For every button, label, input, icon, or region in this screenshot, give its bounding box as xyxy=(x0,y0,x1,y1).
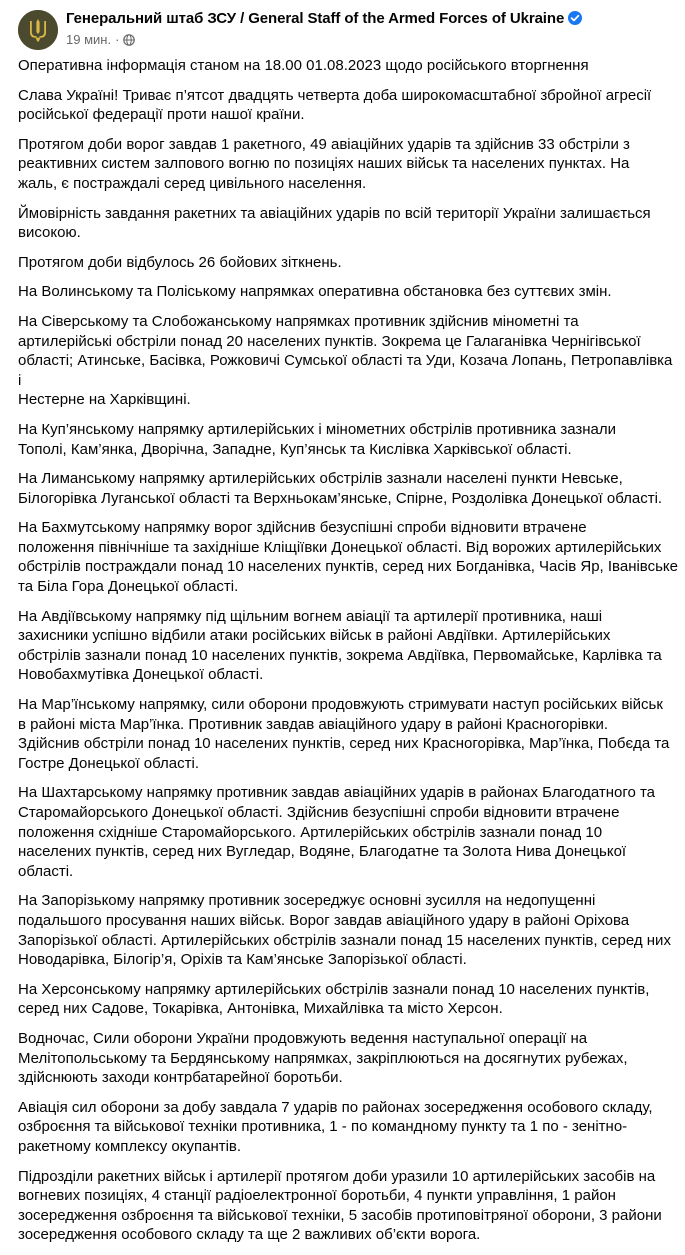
paragraph-line: Мелітопольському та Бердянському напрямках, закріплюються на досягнутих рубежах, xyxy=(18,1049,628,1067)
post-header xyxy=(18,8,678,48)
paragraph-line: здійснюють заходи контрбатарейної боротьби. xyxy=(18,1069,343,1087)
post-paragraph xyxy=(18,253,678,273)
paragraph-line: Гостре Донецької області. xyxy=(18,754,200,772)
paragraph-line: серед них Садове, Токарівка, Антонівка, Михайлівка та місто Херсон. xyxy=(18,1000,503,1018)
paragraph-line: Водночас, Сили оборони України продовжують ведення наступальної операції на xyxy=(18,1029,588,1047)
paragraph-line: подальшого просування наших військ. Ворог завдав авіаційного удару в районі Оріхова xyxy=(18,911,630,929)
paragraph-line: На Херсонському напрямку артилерійських обстрілів зазнали понад 10 населених пунктів, xyxy=(18,980,650,998)
post-meta xyxy=(66,32,135,47)
paragraph-line: обстрілів постраждали понад 10 населених пунктів, серед них Богданівка, Часів Яр, Іванівське xyxy=(18,558,678,576)
paragraph-line: На Сіверському та Слобожанському напрямках противник здійснив мінометні та xyxy=(18,312,579,330)
globe-icon[interactable] xyxy=(123,34,135,46)
paragraph-line: області; Атинське, Басівка, Рожковичі Сумської області та Уди, Козача Лопань, Петропавлівка і xyxy=(18,352,673,389)
paragraph-line: На Мар’їнському напрямку, сили оборони продовжують стримувати наступ російських військ xyxy=(18,696,663,714)
post-paragraph xyxy=(18,86,678,125)
author-name[interactable] xyxy=(66,10,582,27)
paragraph-line: Протягом доби ворог завдав 1 ракетного, 49 авіаційних ударів та здійснив 33 обстріли з xyxy=(18,135,630,153)
paragraph-line: Оперативна інформація станом на 18.00 01.08.2023 щодо російського вторгнення xyxy=(18,57,589,74)
paragraph-line: озброєння та військової техніки противника, 1 - по командному пункту та 1 по - зенітно- xyxy=(18,1118,628,1136)
paragraph-line: обстрілів зазнали понад 10 населених пунктів, зокрема Авдіївка, Первомайське, Карлівка та xyxy=(18,646,662,664)
paragraph-line: жаль, є постраждалі серед цивільного населення. xyxy=(18,174,367,192)
post-paragraph xyxy=(18,204,678,243)
paragraph-line: Слава Україні! Триває п’ятсот двадцять четверта доба широкомасштабної збройної агресії xyxy=(18,86,652,104)
paragraph-line: Ймовірність завдання ракетних та авіаційних ударів по всій території України залишається xyxy=(18,204,651,222)
paragraph-line: положення східніше Старомайорського. Артилерійських обстрілів зазнали понад 10 xyxy=(18,823,603,841)
paragraph-line: Новодарівка, Білогір’я, Оріхів та Кам’янське Запорізької області. xyxy=(18,951,467,969)
paragraph-line: На Авдіївському напрямку під щільним вогнем авіації та артилерії противника, наші xyxy=(18,607,603,625)
paragraph-line: На Бахмутському напрямку ворог здійснив безуспішні спроби відновити втрачене xyxy=(18,519,587,537)
paragraph-line: Авіація сил оборони за добу завдала 7 ударів по районах зосередження особового складу, xyxy=(18,1098,653,1116)
post-body xyxy=(18,56,678,1255)
post-paragraph xyxy=(18,135,678,194)
paragraph-line: населених пунктів, серед них Вугледар, Водяне, Благодатне та Золота Нива Донецької xyxy=(18,843,627,861)
post-paragraph xyxy=(18,56,678,76)
paragraph-line: зосередження озброєння та військової техніки, 5 засобів протиповітряної оборони, 3 райони xyxy=(18,1206,662,1224)
post-paragraph xyxy=(18,607,678,685)
paragraph-line: російської федерації проти нашої країни. xyxy=(18,106,305,124)
post-timestamp[interactable]: 19 мин. xyxy=(66,32,112,47)
paragraph-line: вогневих позиціях, 4 станції радіоелектронної боротьби, 4 пункти управління, 1 район xyxy=(18,1187,616,1205)
paragraph-line: області. xyxy=(18,862,74,880)
post-paragraph xyxy=(18,891,678,969)
paragraph-line: та Біла Гора Донецької області. xyxy=(18,578,239,596)
paragraph-line: реактивних систем залпового вогню по позиціях наших військ та населених пунктах. На xyxy=(18,155,630,173)
paragraph-line: захисники успішно відбили атаки російських військ в районі Авдіївки. Артилерійських xyxy=(18,627,611,645)
trident-emblem-icon[interactable] xyxy=(18,10,58,50)
paragraph-line: зосередження особового складу та ще 2 важливих об’єкти ворога. xyxy=(18,1226,481,1244)
paragraph-line: Підрозділи ракетних військ і артилерії протягом доби уразили 10 артилерійських засобів на xyxy=(18,1167,656,1185)
post-paragraph xyxy=(18,518,678,596)
paragraph-line: Тополі, Кам’янка, Дворічна, Западне, Куп’янськ та Кислівка Харківської області. xyxy=(18,440,572,458)
paragraph-line: На Волинському та Поліському напрямках оперативна обстановка без суттєвих змін. xyxy=(18,283,612,301)
paragraph-line: високою. xyxy=(18,224,81,242)
meta-separator: · xyxy=(115,32,120,47)
paragraph-line: положення північніше та західніше Кліщіївки Донецької області. Від ворожих артилерійських xyxy=(18,538,662,556)
post-paragraph xyxy=(18,695,678,773)
paragraph-line: На Куп’янському напрямку артилерійських і мінометних обстрілів противника зазнали xyxy=(18,420,617,438)
paragraph-line: Протягом доби відбулось 26 бойових зіткнень. xyxy=(18,253,342,271)
paragraph-line: Новобахмутівка Донецької області. xyxy=(18,666,264,684)
post-paragraph xyxy=(18,312,678,410)
post-paragraph xyxy=(18,1029,678,1088)
paragraph-line: артилерійські обстріли понад 20 населених пунктів. Зокрема це Галаганівка Чернігівської xyxy=(18,332,641,350)
paragraph-line: Старомайорського Донецької області. Здійснив безуспішні спроби відновити втрачене xyxy=(18,804,620,821)
paragraph-line: Нестерне на Харківщині. xyxy=(18,391,191,409)
verified-badge-icon xyxy=(568,11,582,25)
paragraph-line: ракетному комплексу окупантів. xyxy=(18,1137,242,1155)
post-paragraph xyxy=(18,420,678,459)
post-paragraph xyxy=(18,282,678,302)
paragraph-line: На Запорізькому напрямку противник зосереджує основні зусилля на недопущенні xyxy=(18,892,596,910)
post-paragraph xyxy=(18,1167,678,1245)
paragraph-line: Здійснив обстріли понад 10 населених пунктів, серед них Красногорівка, Мар’їнка, Побєда та xyxy=(18,735,670,753)
post-paragraph xyxy=(18,469,678,508)
paragraph-line: Білогорівка Луганської області та Верхньокам’янське, Спірне, Роздолівка Донецької області. xyxy=(18,489,663,507)
post-paragraph xyxy=(18,980,678,1019)
paragraph-line: в районі міста Мар’їнка. Противник завдав авіаційного удару в районі Красногорівки. xyxy=(18,715,608,733)
paragraph-line: На Лиманському напрямку артилерійських обстрілів зазнали населені пункти Невське, xyxy=(18,470,623,488)
author-name-text[interactable]: Генеральний штаб ЗСУ / General Staff of the Armed Forces of Ukraine xyxy=(66,10,565,27)
paragraph-line: На Шахтарському напрямку противник завдав авіаційних ударів в районах Благодатного та xyxy=(18,784,656,802)
paragraph-line: Запорізької області. Артилерійських обстрілів зазнали понад 15 населених пунктів, серед них xyxy=(18,931,671,949)
post-paragraph xyxy=(18,1098,678,1157)
post-paragraph xyxy=(18,783,678,881)
